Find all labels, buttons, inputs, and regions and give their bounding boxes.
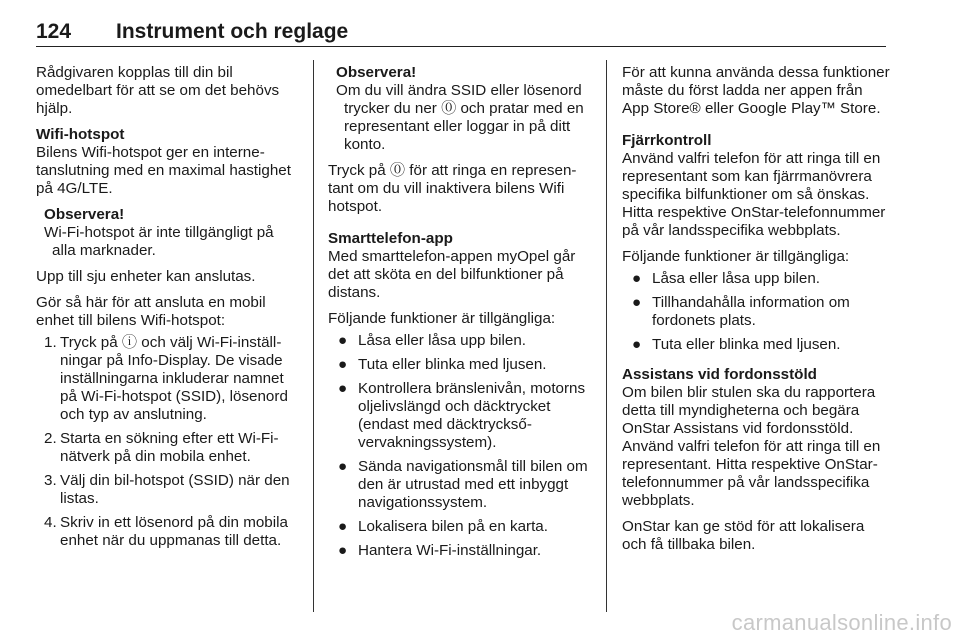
paragraph: Bilens Wifi-hotspot ger en internetanslutning med en maximal hastighet på 4G/LTE.: [36, 144, 291, 197]
bullet-list: [622, 270, 890, 354]
paragraph: Rådgivaren kopplas till din bil omedelbart för att se om det behövs hjälp.: [36, 64, 280, 117]
column-1: [36, 64, 298, 558]
page-header: [36, 16, 886, 47]
chapter-title: Instrument och reglage: [116, 20, 349, 43]
page-number: 124: [36, 20, 72, 43]
list-item: ● Hantera Wi-Fi-inställningar.: [338, 542, 542, 559]
bullet-list: [328, 332, 590, 560]
paragraph: För att kunna använda dessa funktioner måste du först ladda ner appen från App Store® eller Google Play™ Store.: [622, 64, 890, 117]
paragraph: Följande funktioner är tillgängliga:: [622, 248, 850, 265]
column-divider: [313, 60, 314, 612]
list-item: ● Tuta eller blinka med ljusen.: [632, 336, 841, 353]
list-item: ● Tillhandahålla information om fordonets plats.: [632, 294, 850, 329]
paragraph: Använd valfri telefon för att ringa till en representant som kan fjärrmanövrera specifika bilfunktioner om så önskas. Hitta respektive OnStar-telefonnummer på vår landsspecifika webbplats.: [622, 150, 886, 239]
note-body: Wi-Fi-hotspot är inte tillgängligt på alla marknader.: [44, 224, 274, 259]
note-box: [36, 206, 298, 260]
paragraph: OnStar kan ge stöd för att lokalisera och få tillbaka bilen.: [622, 518, 865, 553]
paragraph: Gör så här för att ansluta en mobil enhet till bilens Wifi-hotspot:: [36, 294, 266, 329]
list-item: ● Låsa eller låsa upp bilen.: [338, 332, 527, 349]
list-item: ● Sända navigationsmål till bilen om den är utrustad med ett inbyggt navigationssystem.: [338, 458, 588, 511]
column-divider: [606, 60, 607, 612]
note-title: Observera!: [44, 206, 125, 223]
list-item: 4. Skriv in ett lösenord på din mobila enhet när du uppmanas till detta.: [44, 514, 288, 549]
section-heading-app: Smarttelefon-app: [328, 230, 453, 247]
list-item: ● Låsa eller låsa upp bilen.: [632, 270, 821, 287]
note-title: Observera!: [336, 64, 417, 81]
note-box: [328, 64, 590, 154]
numbered-steps: [36, 334, 298, 550]
note-body: Om du vill ändra SSID eller lösenord trycker du ner ⓪ och pratar med en representant eller loggar in på ditt konto.: [336, 82, 584, 153]
watermark: carmanualsonline.info: [731, 610, 952, 635]
paragraph: Upp till sju enheter kan anslutas.: [36, 268, 256, 285]
list-item: ● Tuta eller blinka med ljusen.: [338, 356, 547, 373]
section-heading-remote: Fjärrkontroll: [622, 132, 712, 149]
paragraph: Om bilen blir stulen ska du rapportera detta till myndigheterna och begära OnStar Assistans vid fordonsstöld. Använd valfri telefon för att ringa till en representant. Hitta respektive OnStar-telefonnummer på vår landsspecifika webbplats.: [622, 384, 881, 509]
column-2: [328, 64, 590, 568]
list-item: 3. Välj din bil-hotspot (SSID) när den listas.: [44, 472, 290, 507]
section-heading-wifi: Wifi-hotspot: [36, 126, 125, 143]
list-item: ● Lokalisera bilen på en karta.: [338, 518, 548, 535]
column-3: [622, 64, 890, 562]
list-item: ● Kontrollera bränslenivån, motorns oljelivslängd och däcktrycket (endast med däcktrycksővervakningssystem).: [338, 380, 586, 451]
list-item: 1. Tryck på ⓘ och välj Wi-Fi-inställningar på Info-Display. De visade inställningarna inkluderar namnet på Wi-Fi-hotspot (SSID), lösenord och typ av anslutning.: [44, 334, 288, 423]
paragraph: Tryck på ⓪ för att ringa en representant om du vill inaktivera bilens Wifi hotspot.: [328, 162, 577, 215]
list-item: 2. Starta en sökning efter ett Wi-Fi-nätverk på din mobila enhet.: [44, 430, 279, 465]
paragraph: Med smarttelefon-appen myOpel går det att sköta en del bilfunktioner på distans.: [328, 248, 576, 301]
section-heading-theft: Assistans vid fordonsstöld: [622, 366, 817, 383]
paragraph: Följande funktioner är tillgängliga:: [328, 310, 556, 327]
